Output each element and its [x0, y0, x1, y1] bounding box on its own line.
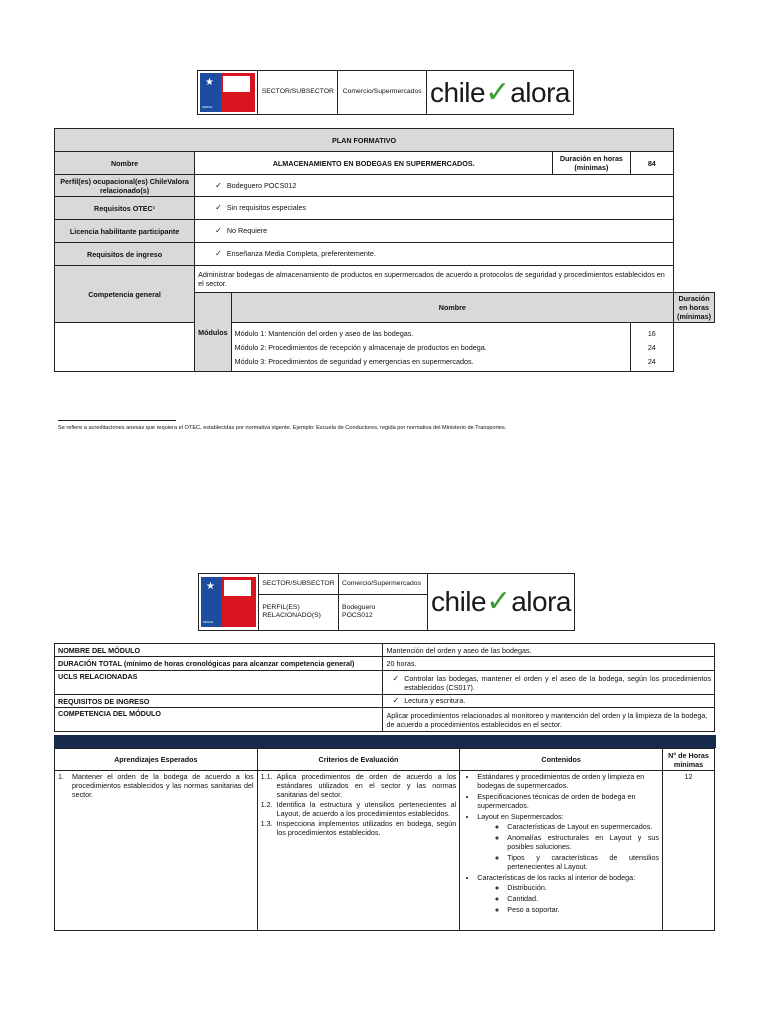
sector-label-2: SECTOR/SUBSECTOR — [259, 574, 339, 595]
check-icon: ✓ — [215, 226, 222, 235]
aprendizaje-cell — [55, 771, 258, 931]
footnote-divider — [58, 420, 176, 421]
aprendizaje-text: Mantener el orden de la bodega de acuerdo a los procedimientos establecidos y las normas sanitarias del sector. — [72, 772, 254, 799]
nombre-label: Nombre — [55, 152, 195, 175]
module-3-hours: 24 — [647, 356, 656, 366]
modulo-requisitos-cell — [383, 695, 715, 708]
list-item: • Layout en Supermercados: ◦ Características de Layout en supermercados. ◦ Anomalías estructurales en Layout y sus posibles soluciones. ◦ Tipos y características de utensilios pertenecientes al Layout. — [477, 812, 659, 871]
perfil-value-cell — [195, 175, 674, 197]
list-item: ◦ Distribución. — [507, 883, 659, 892]
perfil-value: Bodeguero POCS012 — [226, 180, 297, 190]
requisitos-otec-label: Requisitos OTEC¹ — [55, 197, 195, 220]
duracion-label: Duración en horas (mínimas) — [553, 152, 630, 175]
aprendizaje-num: 1. — [58, 772, 64, 781]
chilevalora-logo: chile✓alora — [427, 71, 574, 115]
gov-logo-icon: ★ SENCE — [200, 73, 255, 112]
section-band — [54, 735, 716, 748]
contenidos-header: Contenidos — [460, 749, 663, 771]
horas-header: N° de Horas mínimas — [663, 749, 715, 771]
modulo-duracion-value: 20 horas. — [383, 657, 715, 671]
check-icon: ✓ — [215, 249, 222, 258]
modules-hours — [630, 323, 673, 372]
modulo-requisitos-value: Lectura y escritura. — [404, 696, 466, 705]
requisitos-otec-cell — [195, 197, 674, 220]
aprendizajes-header: Aprendizajes Esperados — [55, 749, 258, 771]
modulo-requisitos-label: REQUISITOS DE INGRESO — [55, 695, 383, 708]
list-item: ◦ Anomalías estructurales en Layout y sus posibles soluciones. — [507, 833, 659, 851]
sector-label: SECTOR/SUBSECTOR — [258, 71, 338, 115]
ucls-cell — [383, 671, 715, 695]
footnote: Se refiere a acreditaciones anexas que requiera el OTEC, establecidas por normativa vigente. Ejemplo: Escuela de Conductores, regida por normativa del Ministerio de Transportes. — [58, 425, 507, 431]
module-detail-table — [54, 643, 715, 732]
list-item: • Especificaciones técnicas de orden de bodega en supermercados. — [477, 792, 659, 810]
licencia-value: No Requiere — [226, 226, 268, 235]
plan-formativo-table — [54, 128, 715, 372]
check-icon: ✓ — [392, 673, 400, 683]
list-item: ◦ Características de Layout en supermercados. — [507, 822, 659, 831]
chilevalora-logo-2: chile✓alora — [428, 574, 575, 631]
module-1-hours: 16 — [647, 328, 656, 338]
sub-list — [477, 883, 659, 914]
mod-spacer — [55, 323, 195, 372]
modulo-competencia-value: Aplicar procedimientos relacionados al monitoreo y mantención del orden y la limpieza de la bodega, de acuerdo a procedimientos establecidos en el sector. — [383, 708, 715, 732]
competencia-value: Administrar bodegas de almacenamiento de productos en supermercados de acuerdo a protocolos de seguridad y procedimientos establecidos en el sector. — [195, 266, 674, 293]
module-3-name: Módulo 3: Procedimientos de seguridad y emergencias en supermercados. — [234, 356, 474, 366]
criterio-item: 1.1. Aplica procedimientos de orden de acuerdo a los estándares utilizados en el sector y las normas sanitarias del sector. — [260, 772, 457, 799]
sector-value-2: Comercio/Supermercados — [339, 574, 428, 595]
header-logo-table-1 — [197, 70, 574, 115]
check-logo-icon: ✓ — [485, 75, 511, 109]
check-logo-icon: ✓ — [486, 585, 512, 619]
list-item: • Estándares y procedimientos de orden y limpieza en bodegas de supermercados. — [477, 772, 659, 790]
contenidos-list — [463, 772, 659, 914]
criterios-header: Criterios de Evaluación — [257, 749, 460, 771]
ingreso-cell — [195, 243, 674, 266]
list-item: ◦ Tipos y características de utensilios pertenecientes al Layout. — [507, 853, 659, 871]
modules-list — [231, 323, 630, 372]
module-1-name: Módulo 1: Mantención del orden y aseo de las bodegas. — [234, 328, 414, 338]
module-2-hours: 24 — [647, 342, 656, 352]
contenidos-cell — [460, 771, 663, 931]
modulo-duracion-label: DURACIÓN TOTAL (mínimo de horas cronológicas para alcanzar competencia general) — [55, 657, 383, 671]
gov-logo-icon: ★ SENCE — [201, 577, 256, 627]
list-item: • Características de los racks al interior de bodega: ◦ Distribución. ◦ Cantidad. ◦ Peso a soportar. — [477, 873, 659, 914]
gov-logo-cell-2 — [199, 574, 259, 631]
sector-value: Comercio/Supermercados — [338, 71, 427, 115]
modulo-nombre-label: NOMBRE DEL MÓDULO — [55, 644, 383, 657]
list-item: ◦ Peso a soportar. — [507, 905, 659, 914]
licencia-label: Licencia habilitante participante — [55, 220, 195, 243]
ingreso-label: Requisitos de ingreso — [55, 243, 195, 266]
modulo-nombre-value: Mantención del orden y aseo de las bodegas. — [383, 644, 715, 657]
sub-list — [477, 822, 659, 871]
gov-logo-cell — [198, 71, 258, 115]
check-icon: ✓ — [215, 180, 222, 190]
duracion-value: 84 — [630, 152, 673, 175]
ucls-label: UCLS RELACIONADAS — [55, 671, 383, 695]
header-logo-table-2 — [198, 573, 575, 631]
criterio-item: 1.2. Identifica la estructura y utensilios pertenecientes al Layout, de acuerdo a los procedimientos establecidos. — [260, 800, 457, 818]
check-icon: ✓ — [215, 203, 222, 212]
ucls-value: Controlar las bodegas, mantener el orden y el aseo de la bodega, según los procedimientos establecidos (CS017). — [404, 673, 711, 692]
licencia-cell — [195, 220, 674, 243]
mod-duracion-header: Duración en horas (mínimas) — [674, 293, 715, 323]
requisitos-otec-value: Sin requisitos especiales — [226, 203, 306, 212]
perfil-label: Perfil(es) ocupacional(es) ChileValora relacionado(s) — [55, 175, 195, 197]
plan-title: PLAN FORMATIVO — [55, 129, 674, 152]
perfil-label-2: PERFIL(ES) RELACIONADO(S) — [259, 594, 339, 630]
criterios-cell — [257, 771, 460, 931]
list-item: ◦ Cantidad. — [507, 894, 659, 903]
competencia-label: Competencia general — [55, 266, 195, 323]
modulo-competencia-label: COMPETENCIA DEL MÓDULO — [55, 708, 383, 732]
ingreso-value: Enseñanza Media Completa, preferentemente. — [226, 249, 376, 258]
modulos-label: Módulos — [195, 293, 232, 372]
horas-value: 12 — [663, 771, 715, 931]
criterio-item: 1.3. Inspecciona implementos utilizados en bodega, según los procedimientos establecidos. — [260, 819, 457, 837]
perfil-value-2: Bodeguero POCS012 — [339, 594, 428, 630]
learning-table — [54, 748, 715, 931]
mod-nombre-header: Nombre — [231, 293, 673, 323]
nombre-value: ALMACENAMIENTO EN BODEGAS EN SUPERMERCADOS. — [195, 152, 553, 175]
check-icon: ✓ — [392, 696, 400, 705]
module-2-name: Módulo 2: Procedimientos de recepción y almacenaje de productos en bodega. — [234, 342, 487, 352]
